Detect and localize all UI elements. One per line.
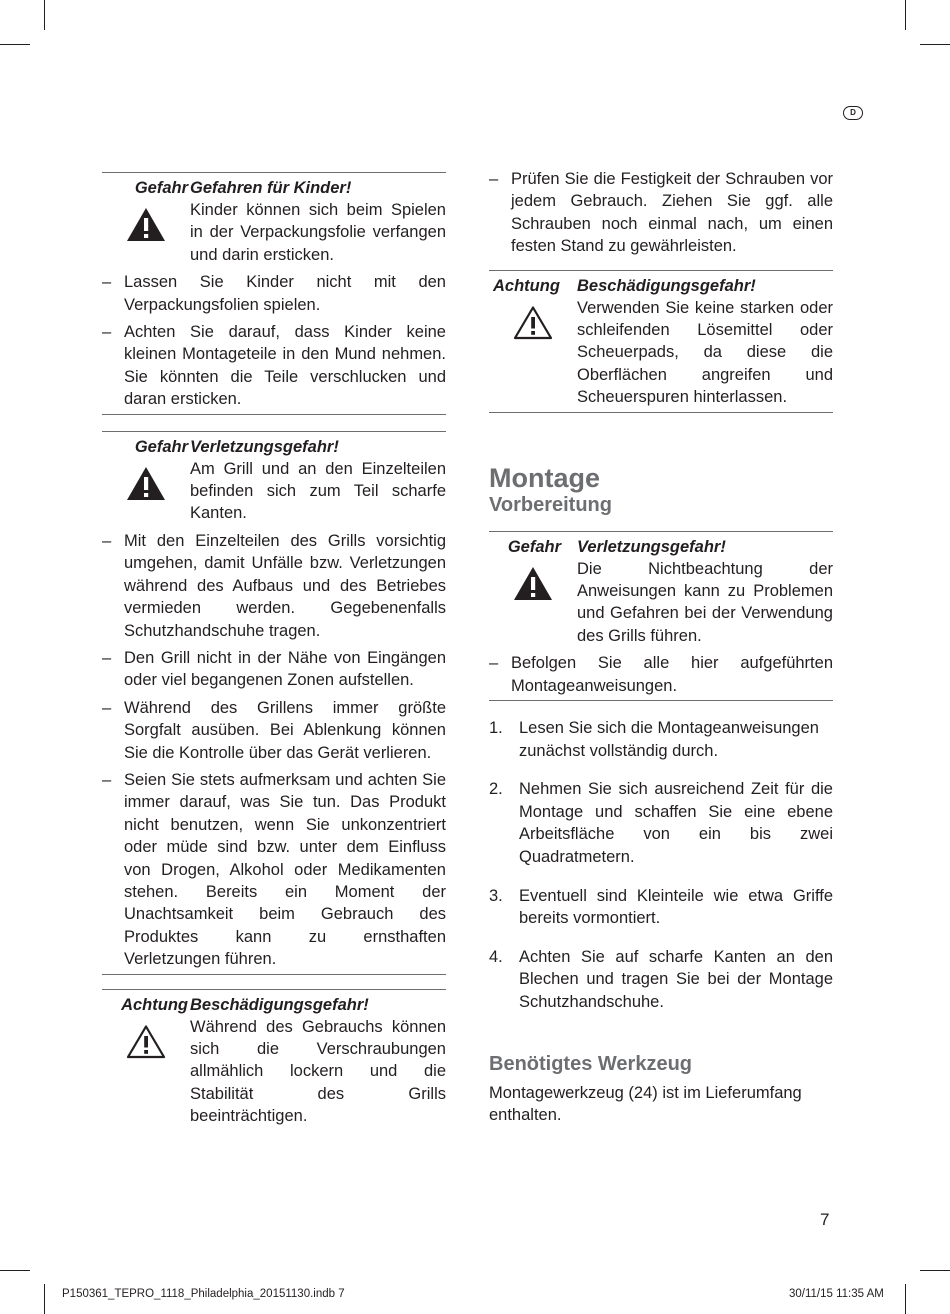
section-title: Montage bbox=[489, 462, 600, 493]
step-number: 3. bbox=[489, 886, 503, 905]
list-item: – Den Grill nicht in der Nähe von Eingängen oder viel begangenen Zonen aufstellen. bbox=[102, 647, 446, 692]
step-number: 1. bbox=[489, 719, 503, 738]
warning-label: Gefahr bbox=[134, 437, 188, 456]
caution-title: Beschädigungsgefahr! bbox=[577, 276, 756, 295]
crop-mark bbox=[44, 1284, 45, 1314]
caution-title: Beschädigungsgefahr! bbox=[190, 995, 369, 1014]
caution-text: Verwenden Sie keine starken oder schleifenden Lösemittel oder Scheuerpads, da diese die Oberflächen angreifen und Scheuerspuren hinterlassen. bbox=[577, 298, 833, 407]
step-number: 4. bbox=[489, 947, 503, 966]
crop-mark bbox=[0, 1270, 30, 1271]
list-item: – Mit den Einzelteilen des Grills vorsichtig umgehen, damit Unfälle bzw. Verletzungen während des Aufbaus und des Betriebes vermieden werden. Gegebenenfalls Schutzhandschuhe tragen. bbox=[102, 530, 446, 642]
caution-triangle-icon bbox=[513, 305, 553, 340]
tools-text: Montagewerkzeug (24) ist im Lieferumfang enthalten. bbox=[489, 1083, 802, 1125]
danger-triangle-icon bbox=[513, 566, 553, 601]
warning-children bbox=[102, 172, 446, 415]
step-item bbox=[489, 717, 833, 762]
caution-triangle-icon bbox=[126, 1024, 166, 1059]
right-column bbox=[489, 168, 833, 1126]
warning-items bbox=[489, 652, 833, 697]
step-item bbox=[489, 885, 833, 930]
caution-label: Achtung bbox=[493, 276, 560, 295]
tools-title: Benötigtes Werkzeug bbox=[489, 1052, 692, 1075]
crop-mark bbox=[44, 0, 45, 30]
step-text: Achten Sie auf scharfe Kanten an den Blechen und tragen Sie bei der Montage Schutzhandschuhe. bbox=[519, 947, 833, 1012]
step-text: Eventuell sind Kleinteile wie etwa Griffe bereits vormontiert. bbox=[519, 886, 833, 928]
warning-items bbox=[102, 530, 446, 971]
page-number: 7 bbox=[820, 1210, 830, 1229]
continued-items bbox=[489, 168, 833, 258]
left-column bbox=[102, 172, 446, 1128]
list-item: – Befolgen Sie alle hier aufgeführten Montageanweisungen. bbox=[489, 652, 833, 697]
caution-text: Während des Gebrauchs können sich die Verschraubungen allmählich lockern und die Stabilität des Grills beeinträchtigen. bbox=[190, 1017, 446, 1126]
list-item: – Prüfen Sie die Festigkeit der Schrauben vor jedem Gebrauch. Ziehen Sie ggf. alle Schrauben noch einmal nach, um einen festen Stand zu gewährleisten. bbox=[489, 168, 833, 258]
crop-mark bbox=[905, 1284, 906, 1314]
step-item bbox=[489, 946, 833, 1014]
step-text: Lesen Sie sich die Montageanweisungen zunächst vollständig durch. bbox=[519, 719, 819, 760]
caution-label: Achtung bbox=[121, 995, 188, 1014]
subsection-title: Vorbereitung bbox=[489, 493, 612, 516]
warning-text: Kinder können sich beim Spielen in der Verpackungsfolie verfangen und darin ersticken. bbox=[190, 201, 446, 264]
list-item: – Während des Grillens immer größte Sorgfalt ausüben. Bei Ablenkung können Sie die Kontrolle über das Gerät verlieren. bbox=[102, 697, 446, 764]
warning-text: Die Nichtbeachtung der Anweisungen kann zu Problemen und Gefahren bei der Verwendung des Grills führen. bbox=[577, 559, 833, 645]
warning-label: Gefahr bbox=[134, 179, 188, 197]
crop-mark bbox=[0, 44, 30, 45]
crop-mark bbox=[920, 44, 950, 45]
list-item: – Achten Sie darauf, dass Kinder keine kleinen Montageteile in den Mund nehmen. Sie könnten die Teile verschlucken und daran ersticken. bbox=[102, 321, 446, 411]
caution-damage bbox=[102, 989, 446, 1128]
warning-assembly bbox=[489, 531, 833, 701]
danger-triangle-icon bbox=[126, 207, 166, 242]
warning-title: Verletzungsgefahr! bbox=[577, 537, 726, 556]
step-text: Nehmen Sie sich ausreichend Zeit für die Montage und schaffen Sie eine ebene Arbeitsfläche von ein bis zwei Quadratmetern. bbox=[519, 780, 833, 867]
crop-mark bbox=[920, 1270, 950, 1271]
list-item: – Seien Sie stets aufmerksam und achten Sie immer darauf, was Sie tun. Das Produkt nicht benutzen, wenn Sie unkonzentriert oder müde sind bzw. unter dem Einfluss von Drogen, Alkohol oder Medikamenten stehen. Bereits ein Moment der Unachtsamkeit beim Gebrauch des Produktes kann zu ernsthaften Verletzungen führen. bbox=[102, 769, 446, 971]
warning-text: Am Grill und an den Einzelteilen befinden sich zum Teil scharfe Kanten. bbox=[190, 459, 446, 523]
warning-title: Gefahren für Kinder! bbox=[190, 179, 352, 197]
crop-mark bbox=[905, 0, 906, 30]
warning-items bbox=[102, 271, 446, 410]
list-item: – Lassen Sie Kinder nicht mit den Verpackungsfolien spielen. bbox=[102, 271, 446, 316]
caution-damage bbox=[489, 270, 833, 413]
warning-title: Verletzungsgefahr! bbox=[190, 437, 339, 456]
warning-label: Gefahr bbox=[507, 537, 561, 556]
footer-timestamp: 30/11/15 11:35 AM bbox=[789, 1288, 884, 1300]
step-item bbox=[489, 778, 833, 868]
danger-triangle-icon bbox=[126, 466, 166, 501]
warning-injury bbox=[102, 431, 446, 975]
assembly-steps bbox=[489, 717, 833, 1014]
step-number: 2. bbox=[489, 780, 503, 799]
footer-file: P150361_TEPRO_1118_Philadelphia_20151130.indb 7 bbox=[62, 1288, 345, 1300]
language-badge: D bbox=[843, 106, 863, 120]
